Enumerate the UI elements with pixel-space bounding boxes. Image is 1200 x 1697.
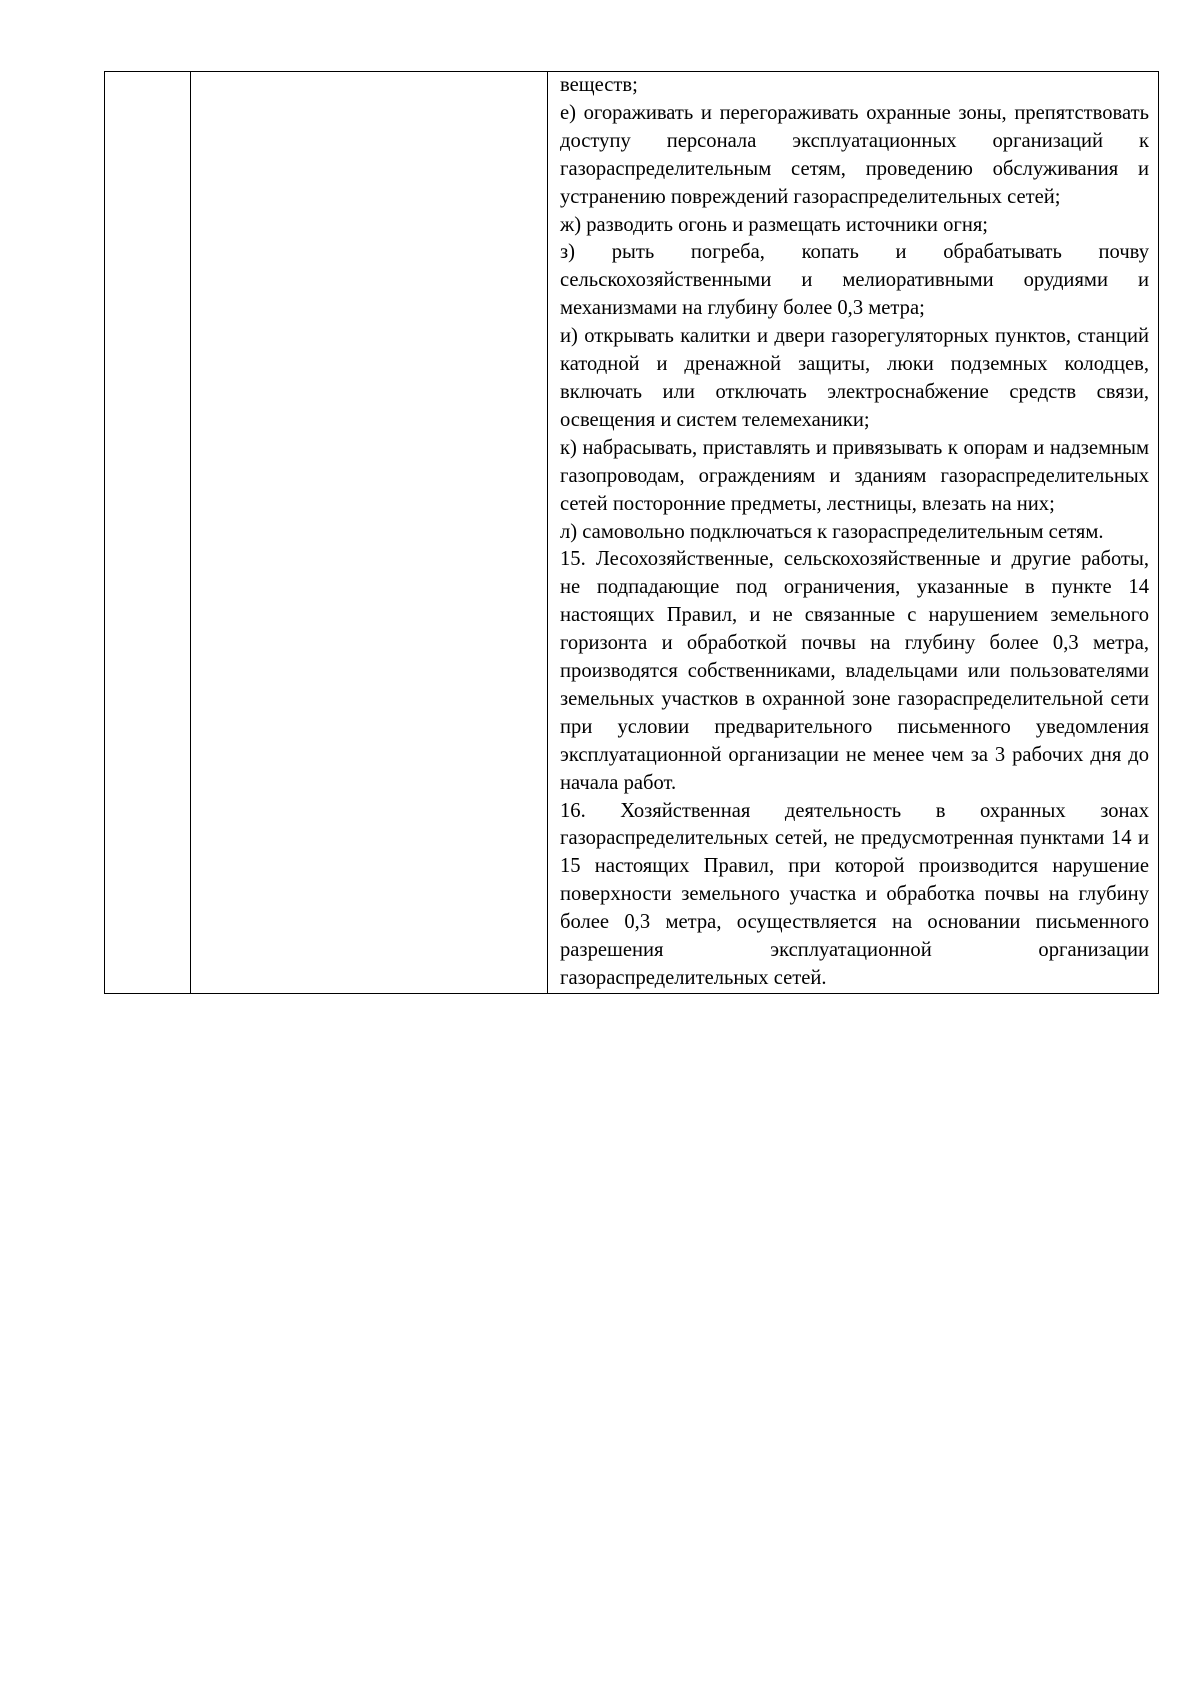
paragraph-item-z: з) рыть погреба, копать и обрабатывать почву сельскохозяйственными и мелиоративными орудиями и механизмами на глубину более 0,3 метра;	[560, 241, 1149, 320]
table-cell-description	[191, 72, 548, 994]
paragraph-item-l: л) самовольно подключаться к газораспределительным сетям.	[560, 520, 1104, 543]
paragraph-item-k: к) набрасывать, приставлять и привязывать к опорам и надземным газопроводам, ограждениям и зданиям газораспределительных сетей посторонние предметы, лестницы, влезать на них;	[560, 436, 1149, 515]
paragraph-substances-end: веществ;	[560, 74, 638, 96]
table-cell-number	[105, 72, 191, 994]
paragraph-clause-15: 15. Лесохозяйственные, сельскохозяйственные и другие работы, не подпадающие под ограничения, указанные в пункте 14 настоящих Правил, и не связанные с нарушением земельного горизонта и обработкой почвы на глубину более 0,3 метра, производятся собственниками, владельцами или пользователями земельных участков в охранной зоне газораспределительной сети при условии предварительного письменного уведомления эксплуатационной организации не менее чем за 3 рабочих дня до начала работ.	[560, 548, 1149, 794]
document-table	[104, 71, 1159, 994]
paragraph-clause-16: 16. Хозяйственная деятельность в охранных зонах газораспределительных сетей, не предусмотренная пунктами 14 и 15 настоящих Правил, при которой производится нарушение поверхности земельного участка и обработка почвы на глубину более 0,3 метра, осуществляется на основании письменного разрешения эксплуатационной организации газораспределительных сетей.	[560, 799, 1149, 989]
paragraph-item-e: е) огораживать и перегораживать охранные зоны, препятствовать доступу персонала эксплуатационных организаций к газораспределительным сетям, проведению обслуживания и устранению повреждений газораспределительных сетей;	[560, 101, 1149, 208]
table-row	[105, 72, 1159, 994]
paragraph-item-zh: ж) разводить огонь и размещать источники огня;	[560, 213, 989, 236]
table-cell-text	[548, 72, 1159, 994]
paragraph-item-i: и) открывать калитки и двери газорегуляторных пунктов, станций катодной и дренажной защиты, люки подземных колодцев, включать или отключать электроснабжение средств связи, освещения и систем телемеханики;	[560, 325, 1149, 431]
